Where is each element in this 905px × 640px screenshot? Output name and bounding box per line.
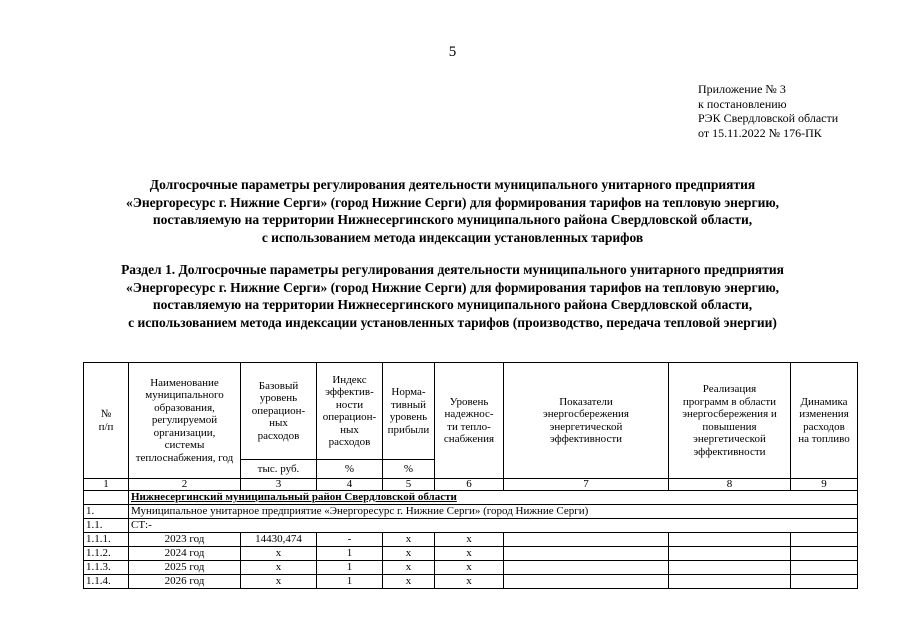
row-efficiency-index: 1 <box>317 575 383 589</box>
unit-percent: % <box>383 460 435 479</box>
header-base-costs: Базовый уровень операцион- ных расходов <box>241 363 317 460</box>
row-energy-saving <box>504 533 669 547</box>
row-base-costs: 14430,474 <box>241 533 317 547</box>
header-profit-level: Норма- тивный уровень прибыли <box>383 363 435 460</box>
section-title-line: Раздел 1. Долгосрочные параметры регулирования деятельности муниципального унитарного предприятия <box>121 262 784 277</box>
column-number: 1 <box>84 479 129 491</box>
section-title-line: с использованием метода индексации установленных тарифов (производство, передача тепловой энергии) <box>128 314 777 330</box>
row-base-costs: х <box>241 561 317 575</box>
row-num: 1.1.2. <box>84 547 129 561</box>
row-fuel-dynamics <box>791 575 858 589</box>
row-programs <box>669 575 791 589</box>
header-programs: Реализация программ в области энергосбережения и повышения энергетической эффективности <box>669 363 791 479</box>
column-number: 4 <box>317 479 383 491</box>
main-title-line: поставляемую на территории Нижнесергинского муниципального района Свердловской области, <box>152 212 753 227</box>
row-fuel-dynamics <box>791 547 858 561</box>
header-efficiency-index: Индекс эффектив- ности операцион- ных расходов <box>317 363 383 460</box>
row-profit-level: х <box>383 561 435 575</box>
row-profit-level: х <box>383 575 435 589</box>
row-programs <box>669 561 791 575</box>
system-num: 1.1. <box>84 519 129 533</box>
main-title <box>40 176 865 246</box>
row-reliability: х <box>435 561 504 575</box>
column-number: 2 <box>129 479 241 491</box>
column-number: 5 <box>383 479 435 491</box>
region-name: Нижнесергинский муниципальный район Свердловской области <box>129 491 858 505</box>
org-num: 1. <box>84 505 129 519</box>
row-fuel-dynamics <box>791 561 858 575</box>
row-reliability: х <box>435 547 504 561</box>
table-row <box>84 561 858 575</box>
row-profit-level: х <box>383 533 435 547</box>
unit-thousand-rub: тыс. руб. <box>241 460 317 479</box>
table-row <box>84 547 858 561</box>
row-energy-saving <box>504 561 669 575</box>
header-reliability: Уровень надежнос- ти тепло- снабжения <box>435 363 504 479</box>
column-number: 6 <box>435 479 504 491</box>
row-reliability: х <box>435 575 504 589</box>
row-energy-saving <box>504 547 669 561</box>
row-profit-level: х <box>383 547 435 561</box>
region-num-cell <box>84 491 129 505</box>
main-title-line: Долгосрочные параметры регулирования деятельности муниципального унитарного предприятия <box>149 177 756 192</box>
appendix-line: к постановлению <box>698 96 787 111</box>
row-num: 1.1.3. <box>84 561 129 575</box>
row-num: 1.1.4. <box>84 575 129 589</box>
table-row <box>84 533 858 547</box>
row-year: 2023 год <box>129 533 241 547</box>
table-row <box>84 575 858 589</box>
appendix-block <box>698 82 838 140</box>
main-title-line: «Энергоресурс г. Нижние Серги» (город Нижние Серги) для формирования тарифов на тепловую энергию, <box>125 194 780 210</box>
org-name: Муниципальное унитарное предприятие «Энергоресурс г. Нижние Серги» (город Нижние Серги) <box>129 505 858 519</box>
appendix-line: РЭК Свердловской области <box>698 111 839 125</box>
row-base-costs: х <box>241 547 317 561</box>
row-fuel-dynamics <box>791 533 858 547</box>
header-fuel-dynamics: Динамика изменения расходов на топливо <box>791 363 858 479</box>
header-name: Наименование муниципального образования, регулируемой организации, системы теплоснабжения, год <box>129 363 241 479</box>
column-number: 3 <box>241 479 317 491</box>
appendix-line: Приложение № 3 <box>698 82 786 96</box>
row-efficiency-index: 1 <box>317 561 383 575</box>
row-year: 2025 год <box>129 561 241 575</box>
row-programs <box>669 533 791 547</box>
parameters-table <box>83 362 858 589</box>
page-number: 5 <box>448 44 457 60</box>
row-year: 2024 год <box>129 547 241 561</box>
column-number: 7 <box>504 479 669 491</box>
row-programs <box>669 547 791 561</box>
header-energy-saving: Показатели энергосбережения энергетической эффективности <box>504 363 669 479</box>
row-energy-saving <box>504 575 669 589</box>
row-reliability: х <box>435 533 504 547</box>
column-number: 9 <box>791 479 858 491</box>
row-efficiency-index: 1 <box>317 547 383 561</box>
main-title-line: с использованием метода индексации установленных тарифов <box>261 229 644 245</box>
row-efficiency-index: - <box>317 533 383 547</box>
system-name: СТ:- <box>129 519 858 533</box>
row-base-costs: х <box>241 575 317 589</box>
section-title-line: «Энергоресурс г. Нижние Серги» (город Нижние Серги) для формирования тарифов на тепловую энергию, <box>125 279 780 295</box>
unit-percent: % <box>317 460 383 479</box>
row-year: 2026 год <box>129 575 241 589</box>
section-title <box>40 261 865 331</box>
row-num: 1.1.1. <box>84 533 129 547</box>
section-title-line: поставляемую на территории Нижнесергинского муниципального района Свердловской области, <box>152 297 753 312</box>
column-number: 8 <box>669 479 791 491</box>
appendix-line: от 15.11.2022 № 176-ПК <box>698 125 822 140</box>
header-num: № п/п <box>84 363 129 479</box>
